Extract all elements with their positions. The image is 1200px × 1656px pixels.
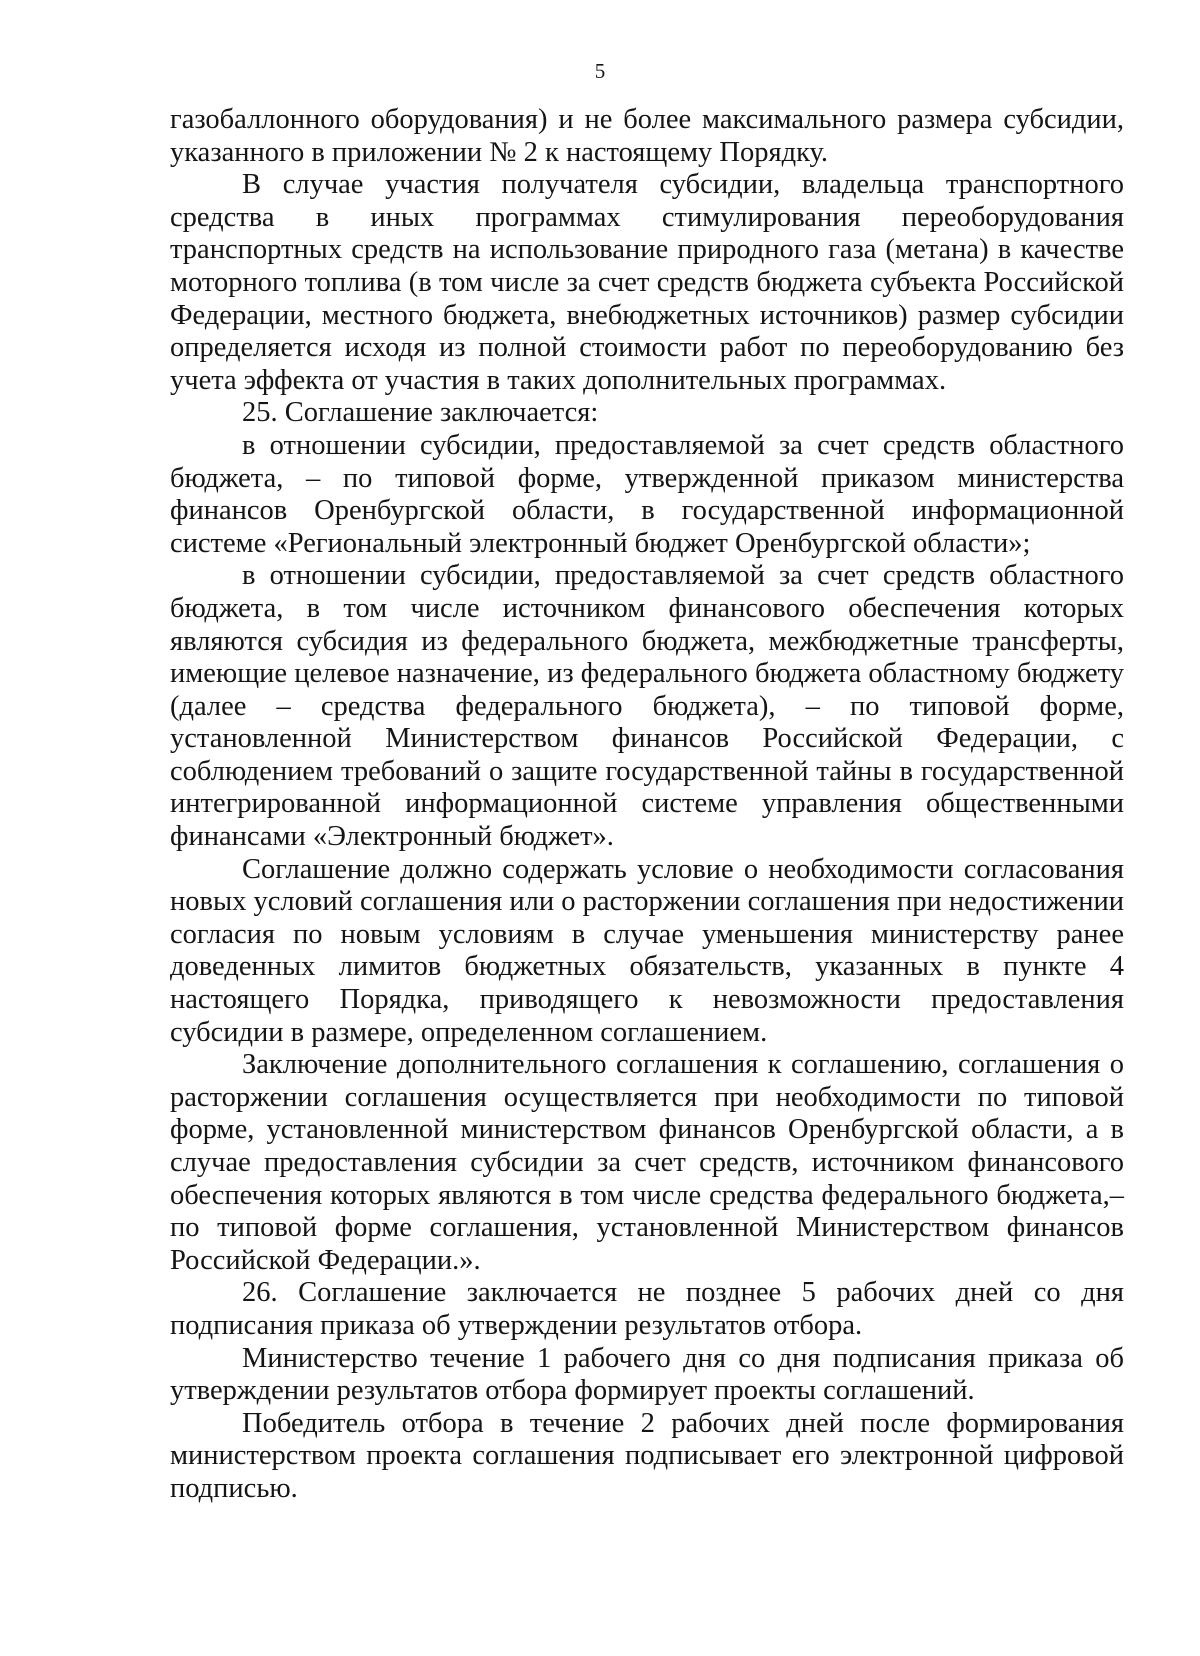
paragraph: в отношении субсидии, предоставляемой за счет средств областного бюджета, – по типовой форме, утвержденной приказом министерства финансов Оренбургской области, в государственной информационной системе «Региональный электронный бюджет Оренбургской области»; [170,429,1124,559]
paragraph: в отношении субсидии, предоставляемой за счет средств областного бюджета, в том числе источником финансового обеспечения которых являются субсидия из федерального бюджета, межбюджетные трансферты, имеющие целевое назначение, из федерального бюджета областному бюджету (далее – средства федерального бюджета), – по типовой форме, установленной Министерством финансов Российской Федерации, с соблюдением требований о защите государственной тайны в государственной интегрированной информационной системе управления общественными финансами «Электронный бюджет». [170,560,1124,853]
paragraph: 26. Соглашение заключается не позднее 5 рабочих дней со дня подписания приказа об утверждении результатов отбора. [170,1277,1124,1341]
page-number: 5 [594,59,606,83]
document-body [170,104,1124,1506]
paragraph: 25. Соглашение заключается: [242,397,599,429]
paragraph: Соглашение должно содержать условие о необходимости согласования новых условий соглашения или о расторжении соглашения при недостижении согласия по новым условиям в случае уменьшения министерству ранее доведенных лимитов бюджетных обязательств, указанных в пункте 4 настоящего Порядка, приводящего к невозможности предоставления субсидии в размере, определенном соглашением. [170,853,1124,1048]
paragraph: Министерство течение 1 рабочего дня со дня подписания приказа об утверждении результатов отбора формирует проекты соглашений. [170,1342,1124,1407]
paragraph: В случае участия получателя субсидии, владельца транспортного средства в иных программах стимулирования переоборудования транспортных средств на использование природного газа (метана) в качестве моторного топлива (в том числе за счет средств бюджета субъекта Российской Федерации, местного бюджета, внебюджетных источников) размер субсидии определяется исходя из полной стоимости работ по переоборудованию без учета эффекта от участия в таких дополнительных программах. [170,169,1124,396]
paragraph: газобаллонного оборудования) и не более максимального размера субсидии, указанного в приложении № 2 к настоящему Порядку. [170,104,1124,168]
paragraph: Победитель отбора в течение 2 рабочих дней после формирования министерством проекта соглашения подписывает его электронной цифровой подписью. [170,1407,1124,1504]
paragraph: Заключение дополнительного соглашения к соглашению, соглашения о расторжении соглашения осуществляется при необходимости по типовой форме, установленной министерством финансов Оренбургской области, а в случае предоставления субсидии за счет средств, источником финансового обеспечения которых являются в том числе средства федерального бюджета,– по типовой форме соглашения, установленной Министерством финансов Российской Федерации.». [170,1049,1124,1276]
